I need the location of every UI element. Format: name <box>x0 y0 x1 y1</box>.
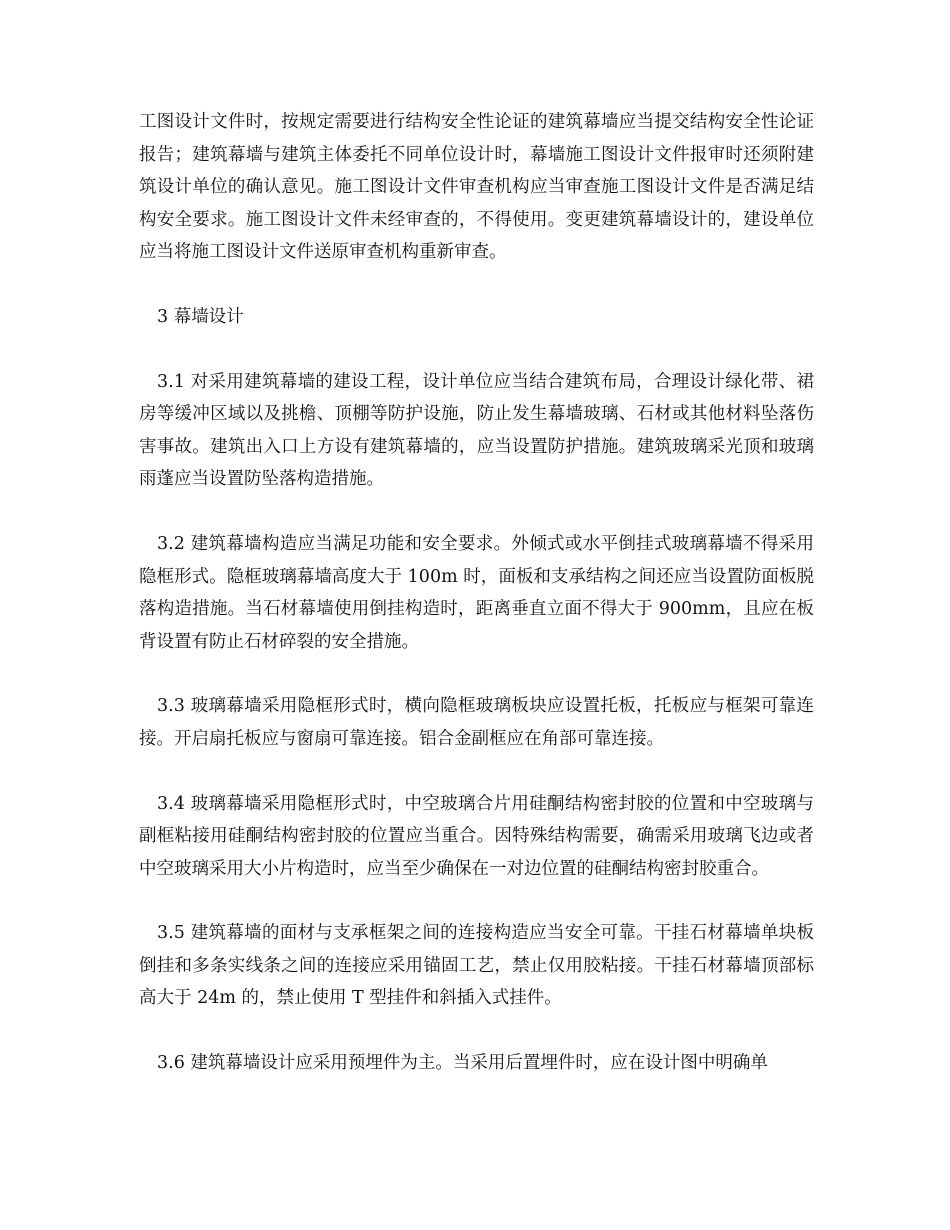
paragraph-3-5: 3.5 建筑幕墙的面材与支承框架之间的连接构造应当安全可靠。干挂石材幕墙单块板倒挂和多条实线条之间的连接应采用锚固工艺，禁止仅用胶粘接。干挂石材幕墙顶部标高大于 24m 的，禁止使用 T 型挂件和斜插入式挂件。 <box>139 923 814 1009</box>
paragraph-3-3: 3.3 玻璃幕墙采用隐框形式时，横向隐框玻璃板块应设置托板，托板应与框架可靠连接。开启扇托板应与窗扇可靠连接。铝合金副框应在角部可靠连接。 <box>139 696 814 749</box>
paragraph-continuation: 工图设计文件时，按规定需要进行结构安全性论证的建筑幕墙应当提交结构安全性论证报告；建筑幕墙与建筑主体委托不同单位设计时，幕墙施工图设计文件报审时还须附建筑设计单位的确认意见。施工图设计文件审查机构应当审查施工图设计文件是否满足结构安全要求。施工图设计文件未经审查的，不得使用。变更建筑幕墙设计的，建设单位应当将施工图设计文件送原审查机构重新审查。 <box>139 112 814 263</box>
paragraph-3-2: 3.2 建筑幕墙构造应当满足功能和安全要求。外倾式或水平倒挂式玻璃幕墙不得采用隐框形式。隐框玻璃幕墙高度大于 100m 时，面板和支承结构之间还应当设置防面板脱落构造措施。当石材幕墙使用倒挂构造时，距离垂直立面不得大于 900mm，且应在板背设置有防止石材碎裂的安全措施。 <box>139 533 814 652</box>
paragraph-3-1: 3.1 对采用建筑幕墙的建设工程，设计单位应当结合建筑布局，合理设计绿化带、裙房等缓冲区域以及挑檐、顶棚等防护设施，防止发生幕墙玻璃、石材或其他材料坠落伤害事故。建筑出入口上方设有建筑幕墙的，应当设置防护措施。建筑玻璃采光顶和玻璃雨蓬应当设置防坠落构造措施。 <box>139 371 814 490</box>
paragraph-3-4: 3.4 玻璃幕墙采用隐框形式时，中空玻璃合片用硅酮结构密封胶的位置和中空玻璃与副框粘接用硅酮结构密封胶的位置应当重合。因特殊结构需要，确需采用玻璃飞边或者中空玻璃采用大小片构造时，应当至少确保在一对边位置的硅酮结构密封胶重合。 <box>139 793 814 879</box>
section-heading: 3 幕墙设计 <box>157 306 244 327</box>
document-body <box>139 106 814 1112</box>
paragraph-3-6: 3.6 建筑幕墙设计应采用预埋件为主。当采用后置埋件时，应在设计图中明确单 <box>157 1053 768 1074</box>
